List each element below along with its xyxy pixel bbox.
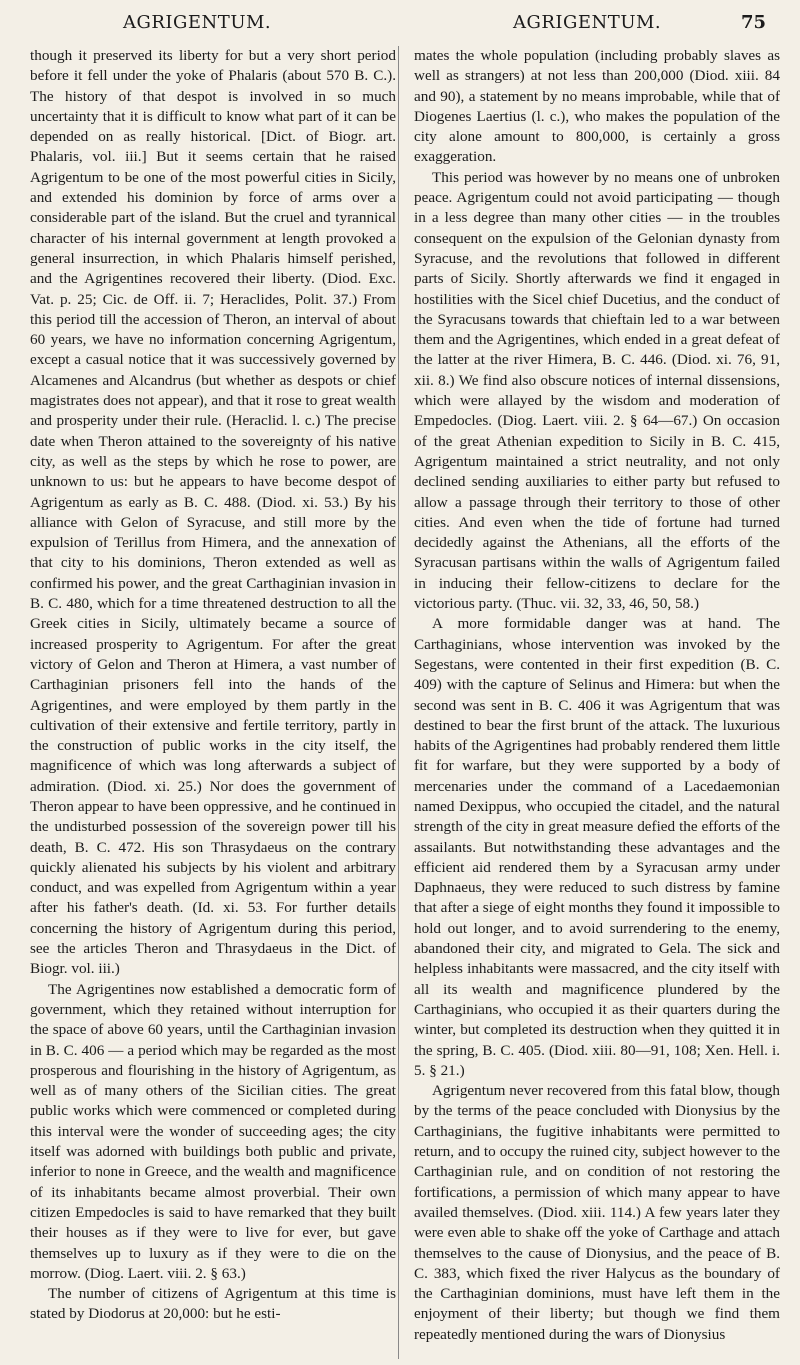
text-columns (30, 46, 780, 1353)
paragraph: mates the whole population (including probably slaves as well as strangers) at not less than 200,000 (Diod. xiii. 84 and 90), a statement by no means improbable, while that of Diogenes Laertius (l. c.), who makes the population of the city alone amount to 800,000, is certainly a gross exaggeration. (414, 47, 780, 166)
paragraph: The Agrigentines now established a democratic form of government, which they retained without interruption for the space of above 60 years, until the Carthaginian invasion in B. C. 406 — a period which may be regarded as the most prosperous and flourishing in the history of Agrigentum, as well as of many others of the Sicilian cities. The great public works which were commenced or completed during this interval were the wonder of succeeding ages; the city itself was adorned with buildings both public and private, inferior to none in Greece, and the wealth and magnificence of its inhabitants became almost proverbial. Their own citizen Empedocles is said to have remarked that they built their houses as if they were to live for ever, but gave themselves up to luxury as if they were to die on the morrow. (Diog. Laert. viii. 2. § 63.) (30, 980, 396, 1282)
paragraph: though it preserved its liberty for but a very short period before it fell under the yoke of Phalaris (about 570 B. C.). The history of that despot is involved in so much uncertainty that it is difficult to know what part of it can be depended on as really historical. [Dict. of Biogr. art. Phalaris, vol. iii.] But it seems certain that he raised Agrigentum to be one of the most powerful cities in Sicily, and extended his dominion by force of arms over a considerable part of the island. But the cruel and tyrannical character of his internal government at length provoked a general insurrection, in which Phalaris himself perished, and the Agrigentines recovered their liberty. (Diod. Exc. Vat. p. 25; Cic. de Off. ii. 7; Heraclides, Polit. 37.) From this period till the accession of Theron, an interval of about 60 years, we have no information concerning Agrigentum, except a casual notice that it was successively governed by Alcamenes and Alcandrus (but whether as despots or chief magistrates does not appear), and that it rose to great wealth and prosperity under their rule. (Heraclid. l. c.) The precise date when Theron attained to the sovereignty of his native city, as well as the steps by which he rose to power, are unknown to us: but he appears to have become despot of Agrigentum as early as B. C. 488. (Diod. xi. 53.) By his alliance with Gelon of Syracuse, and still more by the expulsion of Terillus from Himera, and the annexation of that city to his dominions, Theron extended as well as confirmed his power, and the great Carthaginian invasion in B. C. 480, which for a time threatened destruction to all the Greek cities in Sicily, ultimately became a source of increased prosperity to Agrigentum. For after the great victory of Gelon and Theron at Himera, a vast number of Carthaginian prisoners fell into the hands of the Agrigentines, and were employed by them partly in the cultivation of their extensive and fertile territory, partly in the construction of public works in the city itself, the magnificence of which was long afterwards a subject of admiration. (Diod. xi. 25.) Nor does the government of Theron appear to have been oppressive, and he continued in the undisturbed possession of the sovereign power till his death, B. C. 472. His son Thrasydaeus on the contrary quickly alienated his subjects by his violent and arbitrary conduct, and was expelled from Agrigentum within a year after his father's death. (Id. xi. 53. For further details concerning the history of Agrigentum during this period, see the articles Theron and Thrasydaeus in the Dict. of Biogr. vol. iii.) (30, 47, 396, 978)
right-column (414, 46, 780, 1353)
paragraph: This period was however by no means one of unbroken peace. Agrigentum could not avoid participating — though in a less degree than many other cities — in the troubles consequent on the expulsion of the Gelonian dynasty from Syracuse, and the revolutions that followed in different parts of Sicily. Shortly afterwards we find it engaged in hostilities with the Sicel chief Ducetius, and the conduct of the Syracusans towards that chieftain led to a war between them and the Agrigentines, which ended in a great defeat of the latter at the river Himera, B. C. 446. (Diod. xi. 76, 91, xii. 8.) We find also obscure notices of internal dissensions, which were allayed by the wisdom and moderation of Empedocles. (Diog. Laert. viii. 2. § 64—67.) On occasion of the great Athenian expedition to Sicily in B. C. 415, Agrigentum maintained a strict neutrality, and not only declined sending auxiliaries to either party but refused to allow a passage through their territory to those of other cities. And even when the tide of fortune had turned decidedly against the Athenians, all the efforts of the Syracusan partisans within the walls of Agrigentum failed in inducing their fellow-citizens to declare for the victorious party. (Thuc. vii. 32, 33, 46, 50, 58.) (414, 168, 780, 613)
paragraph: The number of citizens of Agrigentum at this time is stated by Diodorus at 20,000: but he esti- (30, 1285, 396, 1323)
running-header (28, 8, 778, 36)
paragraph: A more formidable danger was at hand. The Carthaginians, whose intervention was invoked by the Segestans, were contented in their first expedition (B. C. 409) with the capture of Selinus and Himera: but when the second was sent in B. C. 406 it was Agrigentum that was destined to bear the first brunt of the attack. The luxurious habits of the Agrigentines had probably rendered them little fit for warfare, but they were supported by a body of mercenaries under the command of a Lacedaemonian named Dexippus, who occupied the citadel, and the natural strength of the city in great measure defied the efforts of the assailants. But notwithstanding these advantages and the efficient aid rendered them by a Syracusan army under Daphnaeus, they were reduced to such distress by famine that after a siege of eight months they found it impossible to hold out longer, and to avoid surrendering to the enemy, abandoned their city, and migrated to Gela. The sick and helpless inhabitants were massacred, and the city itself with all its wealth and magnificence plundered by the Carthaginians, who occupied it as their quarters during the winter, but completed its destruction when they quitted it in the spring, B. C. 405. (Diod. xiii. 80—91, 108; Xen. Hell. i. 5. § 21.) (414, 615, 780, 1079)
paragraph: Agrigentum never recovered from this fatal blow, though by the terms of the peace concluded with Dionysius by the Carthaginians, the fugitive inhabitants were permitted to return, and to occupy the ruined city, subject however to the Carthaginian rule, and on condition of not restoring the fortifications, a permission of which many appear to have availed themselves. (Diod. xiii. 114.) A few years later they were even able to shake off the yoke of Carthage and attach themselves to the cause of Dionysius, and the peace of B. C. 383, which fixed the river Halycus as the boundary of the Carthaginian dominions, must have left them in the enjoyment of their liberty; but though we find them repeatedly mentioned during the wars of Dionysius (414, 1082, 780, 1343)
left-column (30, 46, 396, 1353)
right-running-title: AGRIGENTUM. (513, 11, 662, 33)
page-number: 75 (740, 11, 766, 33)
left-running-title: AGRIGENTUM. (123, 11, 272, 33)
